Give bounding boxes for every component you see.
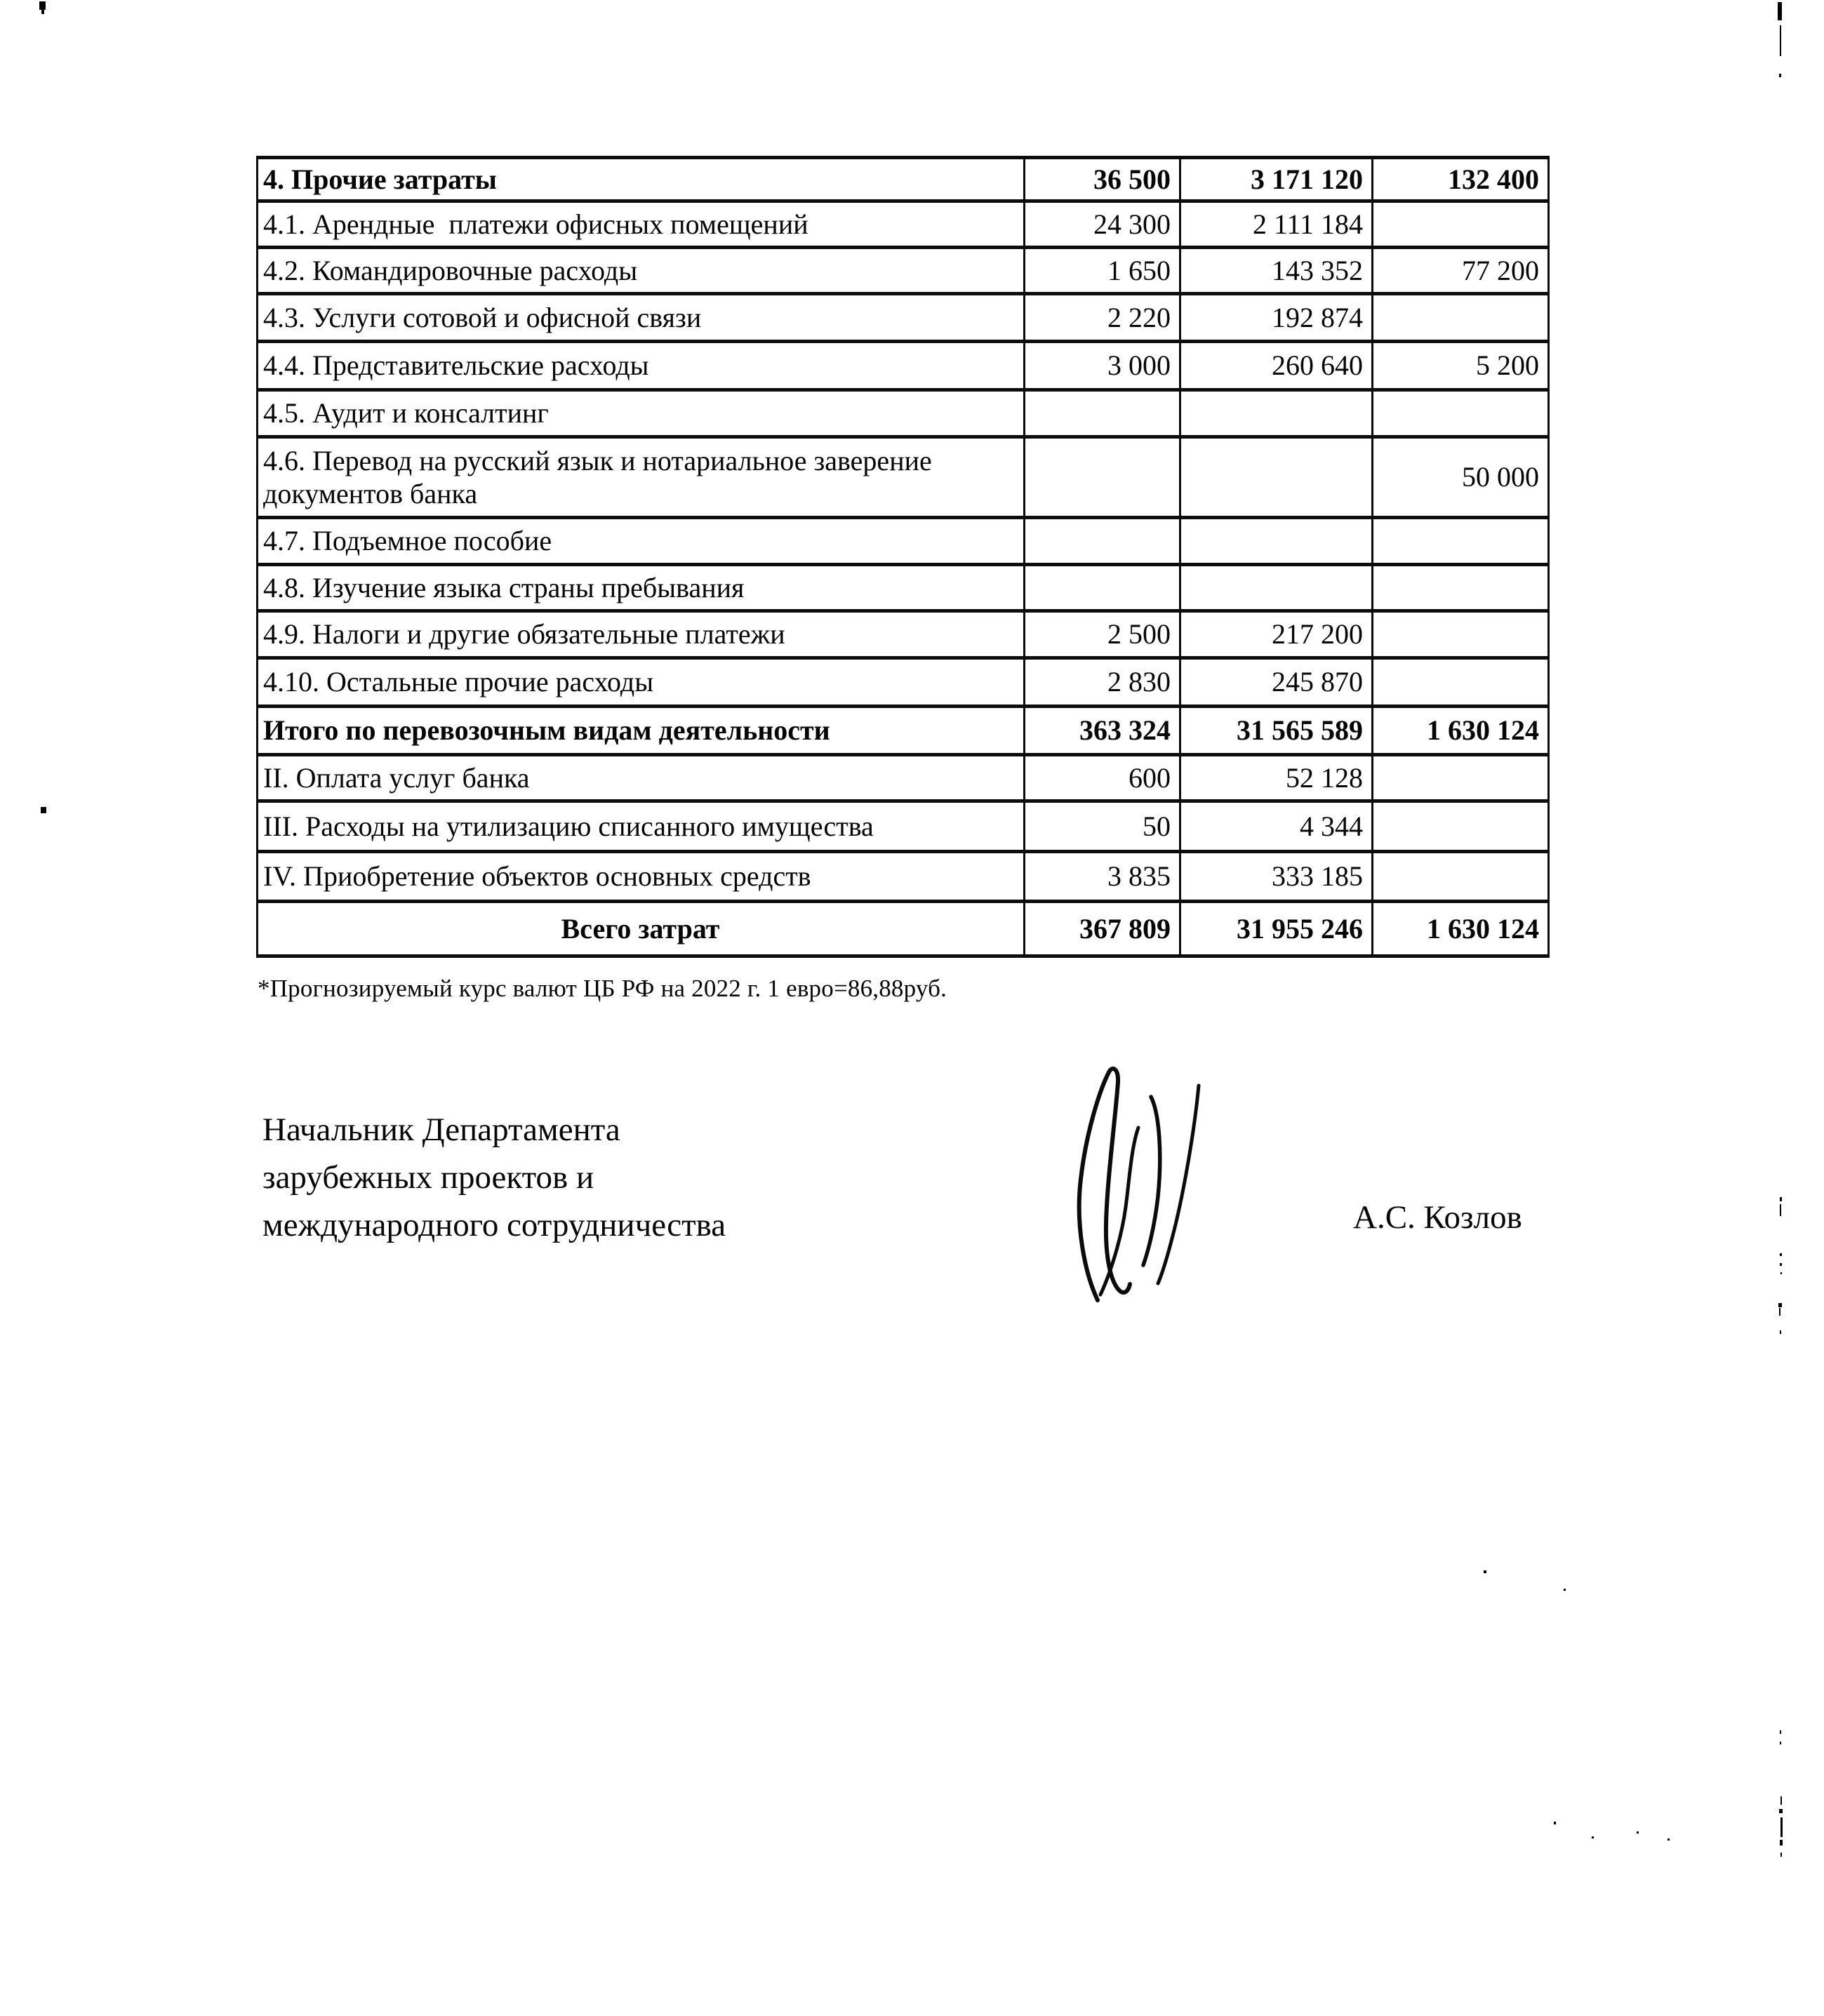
row-value-col1 — [1025, 437, 1180, 518]
row-label: 4.5. Аудит и консалтинг — [258, 390, 1025, 437]
row-value-col2: 143 352 — [1180, 248, 1373, 294]
table-row — [258, 437, 1549, 518]
scan-artifact — [1780, 1263, 1782, 1266]
row-value-col1: 2 830 — [1025, 658, 1180, 707]
row-label: Итого по перевозочным видам деятельности — [258, 707, 1025, 755]
table-row — [258, 201, 1549, 248]
row-value-col2 — [1180, 390, 1373, 437]
table-row — [258, 611, 1549, 658]
scan-artifact — [1667, 1838, 1670, 1841]
row-value-col2: 52 128 — [1180, 755, 1373, 801]
row-value-col2: 260 640 — [1180, 342, 1373, 390]
scan-artifact — [1637, 1831, 1639, 1834]
row-value-col3 — [1373, 852, 1549, 902]
table-row — [258, 565, 1549, 611]
row-value-col3: 77 200 — [1373, 248, 1549, 294]
row-value-col1: 24 300 — [1025, 201, 1180, 248]
row-value-col2: 31 565 589 — [1180, 707, 1373, 755]
scan-artifact — [1778, 2, 1782, 20]
row-label: Всего затрат — [258, 902, 1025, 956]
signer-title-line1: Начальник Департамента — [262, 1112, 620, 1148]
row-value-col1: 1 650 — [1025, 248, 1180, 294]
row-value-col2: 3 171 120 — [1180, 158, 1373, 201]
row-value-col3 — [1373, 294, 1549, 342]
expenses-table — [256, 156, 1550, 958]
scan-artifact — [1780, 1730, 1781, 1734]
row-value-col3 — [1373, 201, 1549, 248]
row-label: 4.2. Командировочные расходы — [258, 248, 1025, 294]
row-value-col3: 132 400 — [1373, 158, 1549, 201]
row-label: 4.1. Арендные платежи офисных помещений — [258, 201, 1025, 248]
scan-artifact — [1554, 1822, 1556, 1824]
table-row — [258, 902, 1549, 956]
exchange-rate-footnote: *Прогнозируемый курс валют ЦБ РФ на 2022 г. 1 евро=86,88руб. — [258, 975, 947, 1002]
scan-artifact — [1778, 1303, 1782, 1307]
row-value-col1: 363 324 — [1025, 707, 1180, 755]
row-value-col3: 1 630 124 — [1373, 902, 1549, 956]
row-value-col3 — [1373, 801, 1549, 852]
row-value-col3 — [1373, 755, 1549, 801]
expenses-table-body — [258, 158, 1549, 956]
table-row — [258, 248, 1549, 294]
row-value-col1: 600 — [1025, 755, 1180, 801]
row-value-col3: 50 000 — [1373, 437, 1549, 518]
scan-artifact — [1780, 1253, 1782, 1256]
signer-name: А.С. Козлов — [1353, 1199, 1522, 1236]
row-value-col3 — [1373, 390, 1549, 437]
row-label: IV. Приобретение объектов основных средств — [258, 852, 1025, 902]
row-label: 4.10. Остальные прочие расходы — [258, 658, 1025, 707]
scan-artifact — [1780, 1204, 1781, 1216]
table-row — [258, 518, 1549, 565]
scan-artifact — [1779, 1308, 1780, 1316]
row-value-col3 — [1373, 611, 1549, 658]
row-value-col2 — [1180, 565, 1373, 611]
row-value-col1: 36 500 — [1025, 158, 1180, 201]
row-value-col3 — [1373, 518, 1549, 565]
signer-title — [262, 1106, 726, 1249]
row-label: 4.4. Представительские расходы — [258, 342, 1025, 390]
row-value-col1: 2 220 — [1025, 294, 1180, 342]
row-value-col3 — [1373, 658, 1549, 707]
scan-artifact — [1780, 1742, 1781, 1744]
scan-artifact — [41, 807, 46, 813]
row-label: II. Оплата услуг банка — [258, 755, 1025, 801]
scan-artifact — [1780, 1330, 1781, 1334]
row-label: 4.6. Перевод на русский язык и нотариальное заверение документов банка — [258, 437, 1025, 518]
row-label: 4.7. Подъемное пособие — [258, 518, 1025, 565]
row-label: III. Расходы на утилизацию списанного имущества — [258, 801, 1025, 852]
row-value-col3 — [1373, 565, 1549, 611]
row-value-col1 — [1025, 565, 1180, 611]
signer-title-line3: международного сотрудничества — [262, 1207, 726, 1243]
row-value-col2: 245 870 — [1180, 658, 1373, 707]
table-row — [258, 158, 1549, 201]
row-label: 4.3. Услуги сотовой и офисной связи — [258, 294, 1025, 342]
table-row — [258, 852, 1549, 902]
scan-artifact — [1592, 1836, 1594, 1838]
table-row — [258, 801, 1549, 852]
row-label: 4.8. Изучение языка страны пребывания — [258, 565, 1025, 611]
scan-artifact — [1564, 1589, 1566, 1591]
row-value-col1: 367 809 — [1025, 902, 1180, 956]
row-value-col3: 1 630 124 — [1373, 707, 1549, 755]
scan-artifact — [1780, 1796, 1782, 1805]
scan-artifact — [1780, 1853, 1782, 1857]
row-value-col2: 217 200 — [1180, 611, 1373, 658]
row-value-col1: 3 835 — [1025, 852, 1180, 902]
row-value-col2: 192 874 — [1180, 294, 1373, 342]
table-row — [258, 342, 1549, 390]
row-value-col1: 2 500 — [1025, 611, 1180, 658]
row-value-col2: 2 111 184 — [1180, 201, 1373, 248]
row-label: 4.9. Налоги и другие обязательные платежи — [258, 611, 1025, 658]
scan-artifact — [1484, 1570, 1486, 1573]
table-row — [258, 755, 1549, 801]
scan-artifact — [1780, 1197, 1782, 1201]
row-value-col3: 5 200 — [1373, 342, 1549, 390]
row-value-col2 — [1180, 437, 1373, 518]
handwritten-signature — [1033, 1063, 1237, 1305]
signer-title-line2: зарубежных проектов и — [262, 1159, 594, 1196]
row-label: 4. Прочие затраты — [258, 158, 1025, 201]
row-value-col2: 31 955 246 — [1180, 902, 1373, 956]
scan-artifact — [1780, 1272, 1782, 1274]
table-row — [258, 390, 1549, 437]
row-value-col2: 333 185 — [1180, 852, 1373, 902]
table-row — [258, 707, 1549, 755]
row-value-col2 — [1180, 518, 1373, 565]
scan-artifact — [1779, 74, 1781, 77]
table-row — [258, 294, 1549, 342]
scan-artifact — [1780, 1840, 1783, 1845]
row-value-col1: 50 — [1025, 801, 1180, 852]
scan-artifact — [1780, 1817, 1783, 1837]
row-value-col1 — [1025, 518, 1180, 565]
row-value-col1: 3 000 — [1025, 342, 1180, 390]
scan-artifact — [41, 9, 44, 14]
scan-artifact — [1779, 1809, 1783, 1813]
table-row — [258, 658, 1549, 707]
row-value-col1 — [1025, 390, 1180, 437]
scan-artifact — [1780, 25, 1781, 56]
row-value-col2: 4 344 — [1180, 801, 1373, 852]
